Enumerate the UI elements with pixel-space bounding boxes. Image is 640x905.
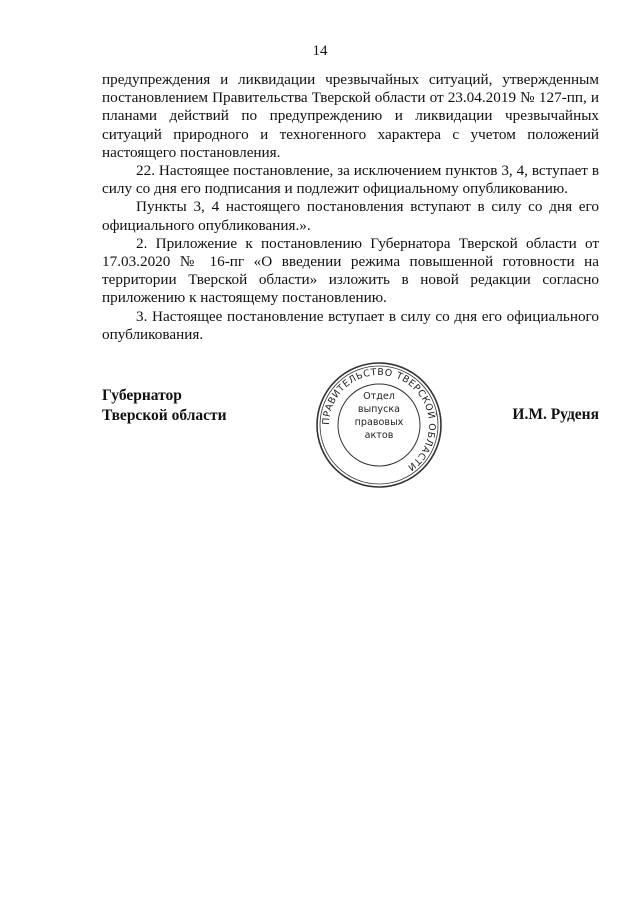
paragraph: 2. Приложение к постановлению Губернатора Тверской области от 17.03.2020 № 16-пг «О введении режима повышенной готовности на территории Тверской области» изложить в новой редакции согласно приложению к настоящему постановлению.	[102, 234, 599, 307]
paragraph: 3. Настоящее постановление вступает в силу со дня его официального опубликования.	[102, 307, 599, 343]
stamp-center-line: актов	[364, 430, 394, 441]
stamp-center-line: правовых	[354, 417, 404, 428]
paragraph: 22. Настоящее постановление, за исключением пунктов 3, 4, вступает в силу со дня его подписания и подлежит официальному опубликованию.	[102, 162, 599, 198]
stamp-center-text	[344, 390, 414, 442]
document-body	[102, 71, 599, 344]
signatory-title-line: Тверской области	[102, 407, 227, 424]
stamp-center-line: выпуска	[357, 404, 401, 415]
paragraph: предупреждения и ликвидации чрезвычайных ситуаций, утвержденным постановлением Правительства Тверской области от 23.04.2019 № 127-пп, и планами действий по предупреждению и ликвидации чрезвычайных ситуаций природного и техногенного характера с учетом положений настоящего постановления.	[102, 71, 599, 161]
signatory-name: И.М. Руденя	[512, 406, 599, 423]
page-number: 14	[312, 43, 328, 59]
stamp-ring-text: ПРАВИТЕЛЬСТВО ТВЕРСКОЙ ОБЛАСТИ	[320, 366, 438, 474]
signatory-title	[102, 386, 227, 426]
paragraph: Пункты 3, 4 настоящего постановления вступают в силу со дня его официального опубликования.».	[102, 198, 599, 234]
stamp-center-line: Отдел	[363, 391, 395, 402]
signatory-title-line: Губернатор	[102, 387, 182, 404]
